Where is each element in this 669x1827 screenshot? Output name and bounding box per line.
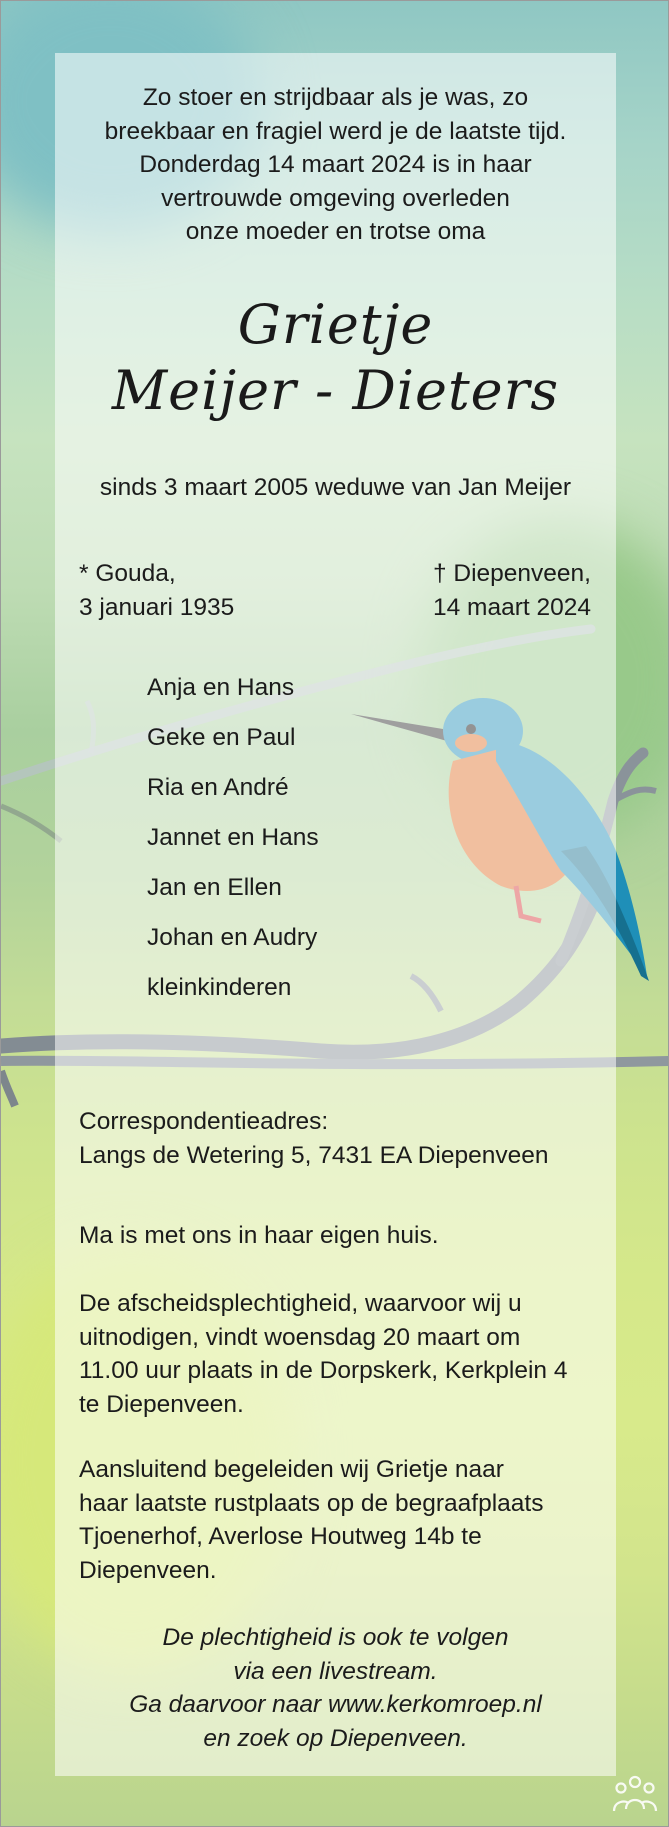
- burial-line: Diepenveen.: [79, 1556, 217, 1584]
- family-member: Jan en Ellen: [147, 874, 282, 901]
- death-date: 14 maart 2024: [433, 593, 591, 621]
- people-group-logo-icon: [612, 1773, 658, 1815]
- correspondence-address: Langs de Wetering 5, 7431 EA Diepenveen: [79, 1141, 549, 1169]
- intro-text: [55, 81, 616, 249]
- burial-block: [79, 1453, 590, 1587]
- deceased-last-name: Meijer - Dieters: [111, 359, 560, 422]
- family-member: kleinkinderen: [147, 974, 292, 1001]
- livestream-line: via een livestream.: [233, 1657, 438, 1685]
- family-member: Geke en Paul: [147, 724, 296, 751]
- birth-place: * Gouda,: [79, 560, 176, 587]
- intro-line: onze moeder en trotse oma: [185, 218, 486, 245]
- ceremony-block: [79, 1287, 590, 1421]
- burial-line: Tjoenerhof, Averlose Houtweg 14b te: [79, 1523, 482, 1550]
- intro-line: vertrouwde omgeving overleden: [161, 184, 510, 212]
- family-member: Anja en Hans: [147, 674, 295, 701]
- intro-line: Zo stoer en strijdbaar als je was, zo: [142, 84, 529, 111]
- deceased-first-name: Grietje: [237, 293, 434, 356]
- upper-branch-left: [1, 806, 61, 841]
- family-member: Johan en Audry: [147, 924, 318, 951]
- ceremony-line: uitnodigen, vindt woensdag 20 maart om: [79, 1323, 521, 1351]
- death-block: [331, 557, 591, 624]
- livestream-block: [55, 1621, 616, 1755]
- family-member: Jannet en Hans: [147, 824, 319, 851]
- correspondence-label: Correspondentieadres:: [79, 1108, 329, 1135]
- burial-line: haar laatste rustplaats op de begraafplaats: [79, 1489, 544, 1517]
- home-line: Ma is met ons in haar eigen huis.: [79, 1222, 439, 1249]
- birth-date: 3 januari 1935: [79, 593, 235, 621]
- left-stub: [1, 1071, 15, 1106]
- burial-line: Aansluitend begeleiden wij Grietje naar: [79, 1456, 504, 1483]
- livestream-line: Ga daarvoor naar www.kerkomroep.nl: [129, 1691, 542, 1718]
- intro-line: breekbaar en fragiel werd je de laatste tijd.: [104, 117, 567, 145]
- ceremony-line: te Diepenveen.: [79, 1390, 244, 1418]
- livestream-line: en zoek op Diepenveen.: [203, 1724, 468, 1752]
- ceremony-line: 11.00 uur plaats in de Dorpskerk, Kerkplein 4: [79, 1357, 568, 1384]
- ceremony-line: De afscheidsplechtigheid, waarvoor wij u: [79, 1290, 522, 1317]
- correspondence-block: [79, 1105, 599, 1172]
- family-member: Ria en André: [147, 774, 289, 801]
- widow-line: sinds 3 maart 2005 weduwe van Jan Meijer: [99, 474, 572, 501]
- intro-line: Donderdag 14 maart 2024 is in haar: [139, 151, 532, 178]
- livestream-line: De plechtigheid is ook te volgen: [162, 1624, 509, 1651]
- birth-block: [79, 557, 339, 624]
- death-place: † Diepenveen,: [432, 560, 591, 587]
